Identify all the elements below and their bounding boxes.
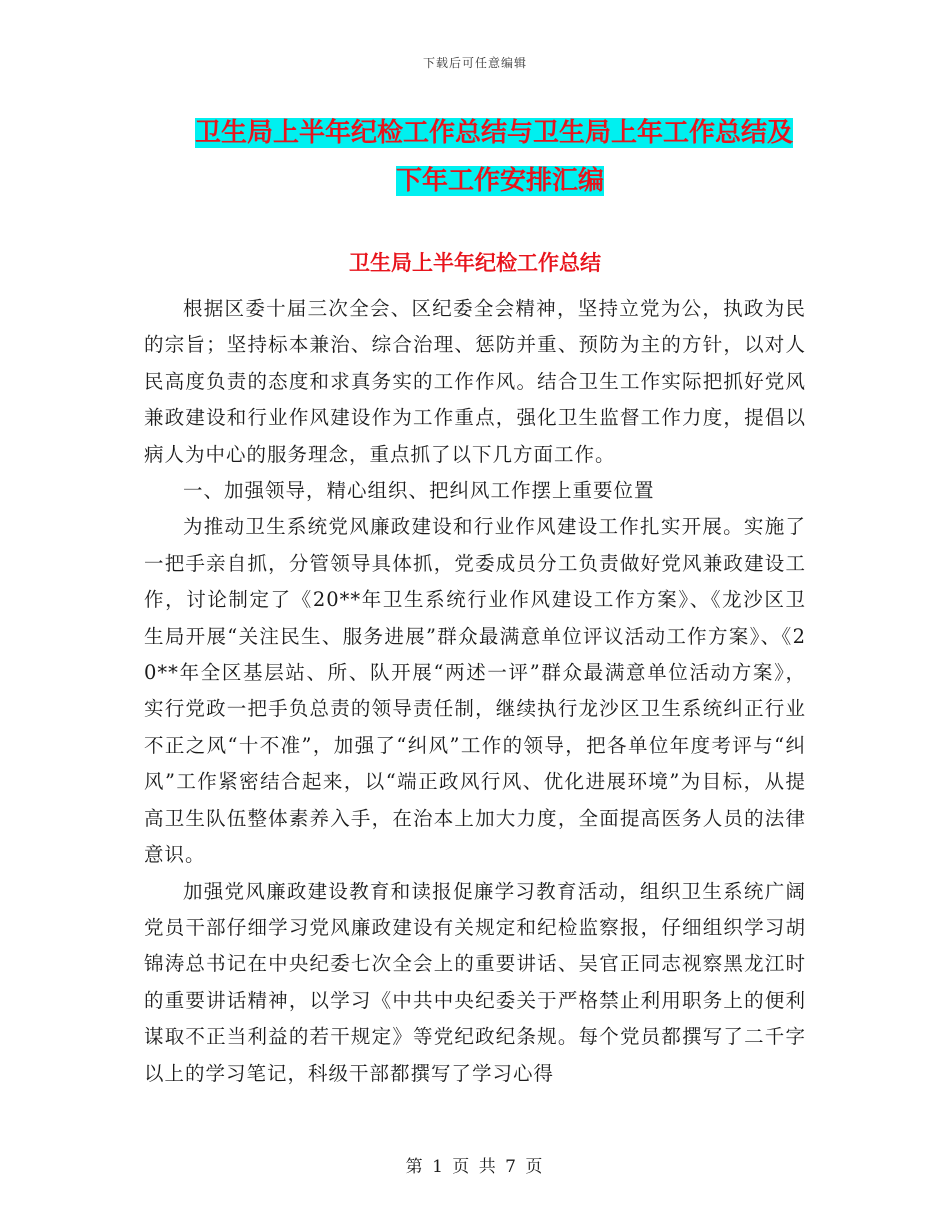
paragraph-heading-1: 一、加强领导，精心组织、把纠风工作摆上重要位置 (183, 479, 655, 503)
page-number: 第 1 页 共 7 页 (405, 1157, 545, 1177)
paragraph-intro: 根据区委十届三次全会、区纪委全会精神，坚持立党为公，执政为民的宗旨；坚持标本兼治、综合治理、惩防并重、预防为主的方针，以对人民高度负责的态度和求真务实的工作作风。结合卫生工作实际把抓好党风兼政建设和行业作风建设作为工作重点，强化卫生监督工作力度，提倡以病人为中心的服务理念，重点抓了以下几方面工作。 (144, 297, 806, 466)
title-highlight-2: 下年工作安排汇编 (395, 166, 604, 196)
document-title (150, 110, 850, 204)
document-title-line-1 (150, 110, 850, 156)
page-header-note: 下载后可任意编辑 (422, 56, 527, 70)
document-body (144, 291, 806, 1092)
title-highlight-1: 卫生局上半年纪检工作总结与卫生局上年工作总结及 (195, 118, 794, 148)
section-title: 卫生局上半年纪检工作总结 (349, 251, 601, 275)
paragraph-education: 加强党风廉政建设教育和读报促廉学习教育活动，组织卫生系统广阔党员干部仔细学习党风廉政建设有关规定和纪检监察报，仔细组织学习胡锦涛总书记在中央纪委七次全会上的重要讲话、吴官正同志视察黑龙江时的重要讲话精神，以学习《中共中央纪委关于严格禁止利用职务上的便利谋取不正当利益的若干规定》等党纪政纪条规。每个党员都撰写了二千字以上的学习笔记，科级干部都撰写了学习心得 (144, 879, 806, 1085)
paragraph-leadership: 为推动卫生系统党风廉政建设和行业作风建设工作扎实开展。实施了一把手亲自抓，分管领导具体抓，党委成员分工负责做好党风兼政建设工作，讨论制定了《20**年卫生系统行业作风建设工作方案》、《龙沙区卫生局开展“关注民生、服务进展”群众最满意单位评议活动工作方案》、《20**年全区基层站、所、队开展“两述一评”群众最满意单位活动方案》，实行党政一把手负总责的领导责任制，继续执行龙沙区卫生系统纠正行业不正之风“十不准”，加强了“纠风”工作的领导，把各单位年度考评与“纠风”工作紧密结合起来，以“端正政风行风、优化进展环境”为目标，从提高卫生队伍整体素养入手，在治本上加大力度，全面提高医务人员的法律意识。 (144, 515, 806, 867)
document-title-line-2 (150, 158, 850, 204)
